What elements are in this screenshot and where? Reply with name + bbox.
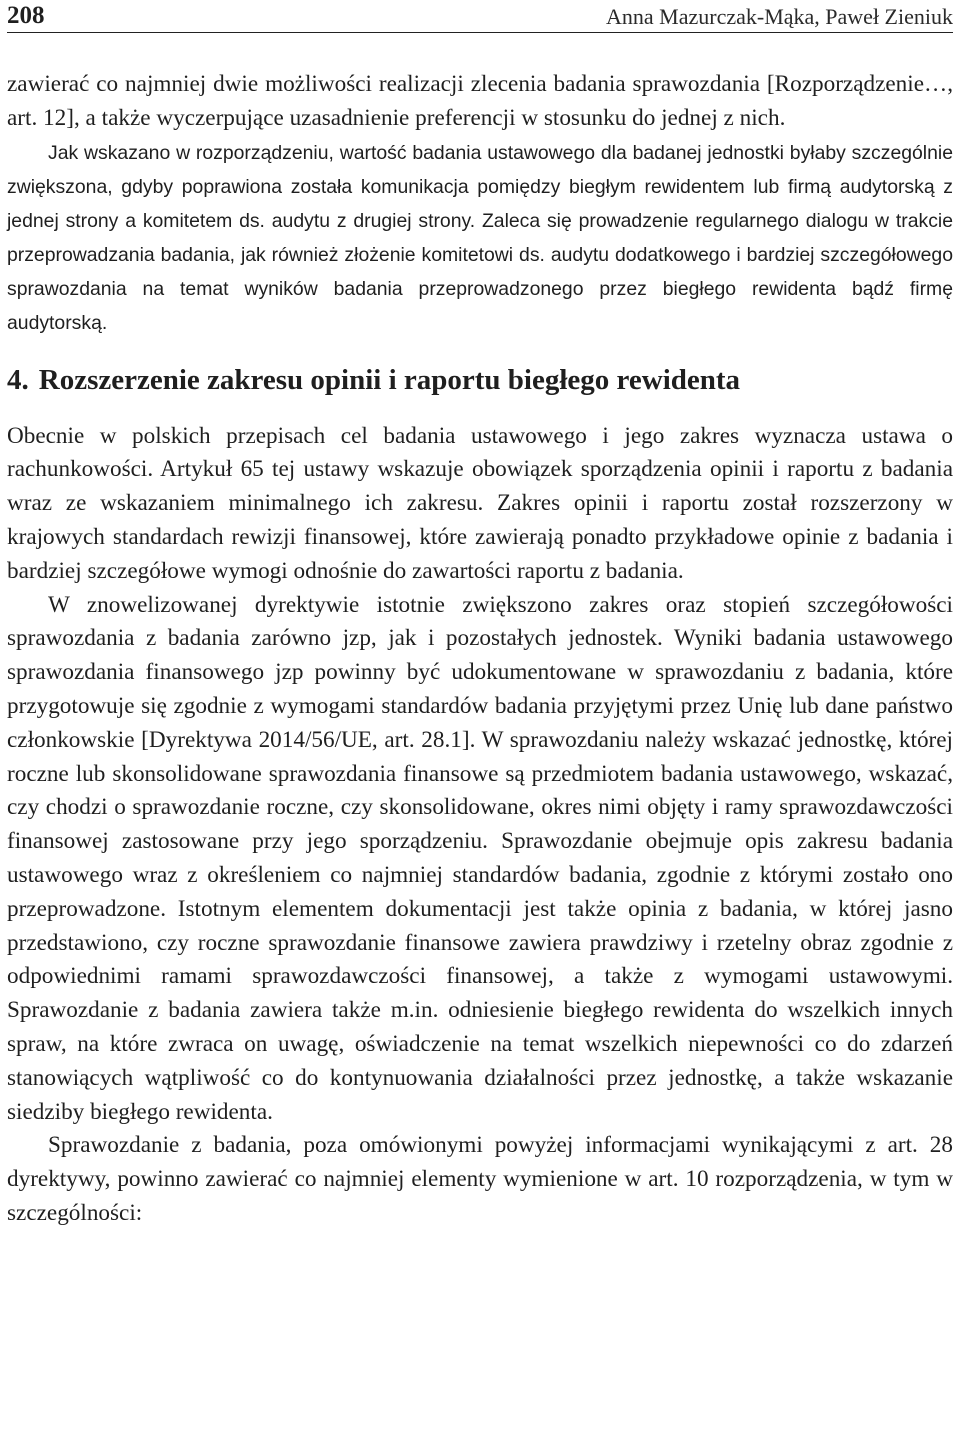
page-number: 208 (7, 2, 45, 29)
section-title: Rozszerzenie zakresu opinii i raportu biegłego rewidenta (38, 363, 741, 396)
paragraph-report-elements: Sprawozdanie z badania, poza omówionymi powyżej informacjami wynikającymi z art. 28 dyrektywy, powinno zawierać co najmniej elementy wymienione w art. 10 rozporządzenia, w tym w szczególności: (7, 1132, 953, 1226)
running-head-authors: Anna Mazurczak-Mąka, Paweł Zieniuk (606, 4, 953, 29)
page-body (7, 68, 953, 1231)
paragraph-communication: Jak wskazano w rozporządzeniu, wartość badania ustawowego dla badanej jednostki byłaby szczególnie zwiększona, gdyby poprawiona została komunikacja pomiędzy biegłym rewidentem lub firmą audytorską z jednej strony a komitetem ds. audytu z drugiej strony. Zaleca się prowadzenie regularnego dialogu w trakcie przeprowadzania badania, jak również złożenie komitetowi ds. audytu dodatkowego i bardziej szczegółowego sprawozdania na temat wyników badania przeprowadzonego przez biegłego rewidenta bądź firmę audytorską. (7, 141, 953, 334)
section-heading (7, 362, 953, 398)
page-header (7, 0, 953, 33)
paragraph-continued: zawierać co najmniej dwie możliwości realizacji zlecenia badania sprawozdania [Rozporządzenie…, art. 12], a także wyczerpujące uzasadnienie preferencji w stosunku do jednej z nich. (7, 71, 953, 131)
paragraph-directive: W znowelizowanej dyrektywie istotnie zwiększono zakres oraz stopień szczegółowości sprawozdania z badania zarówno jzp, jak i pozostałych jednostek. Wyniki badania ustawowego sprawozdania finansowego jzp powinny być udokumentowane w sprawozdaniu z badania, które przygotowuje się zgodnie z wymogami standardów badania przyjętymi przez Unię lub dane państwo członkowskie [Dyrektywa 2014/56/UE, art. 28.1]. W sprawozdaniu należy wskazać jednostkę, której roczne lub skonsolidowane sprawozdania finansowe są przedmiotem badania ustawowego, wskazać, czy chodzi o sprawozdanie roczne, czy skonsolidowane, okres nimi objęty i ramy sprawozdawczości finansowej zastosowane przy jego sporządzeniu. Sprawozdanie obejmuje opis zakresu badania ustawowego wraz z określeniem co najmniej standardów badania, zgodnie z którymi zostało ono przeprowadzone. Istotnym elementem dokumentacji jest także opinia z badania, w której jasno przedstawiono, czy roczne sprawozdanie finansowe zawiera prawdziwy i rzetelny obraz zgodnie z odpowiednimi ramami sprawozdawczości finansowej, a także z wymogami ustawowymi. Sprawozdanie z badania zawiera także m.in. odniesienie biegłego rewidenta do wszelkich innych spraw, na które zwraca on uwagę, oświadczenie na temat wszelkich niepewności co do zdarzeń stanowiących wątpliwość co do kontynuowania działalności przez jednostkę, a także wskazanie siedziby biegłego rewidenta. (7, 591, 953, 1125)
section-number: 4. (7, 363, 29, 396)
paragraph-polish-law: Obecnie w polskich przepisach cel badania ustawowego i jego zakres wyznacza ustawa o rachunkowości. Artykuł 65 tej ustawy wskazuje obowiązek sporządzenia opinii i raportu z badania wraz ze wskazaniem minimalnego ich zakresu. Zakres opinii i raportu został rozszerzony w krajowych standardach rewizji finansowej, które zawierają ponadto przykładowe opinie z badania i bardziej szczegółowe wymogi odnośnie do zawartości raportu z badania. (7, 422, 953, 584)
